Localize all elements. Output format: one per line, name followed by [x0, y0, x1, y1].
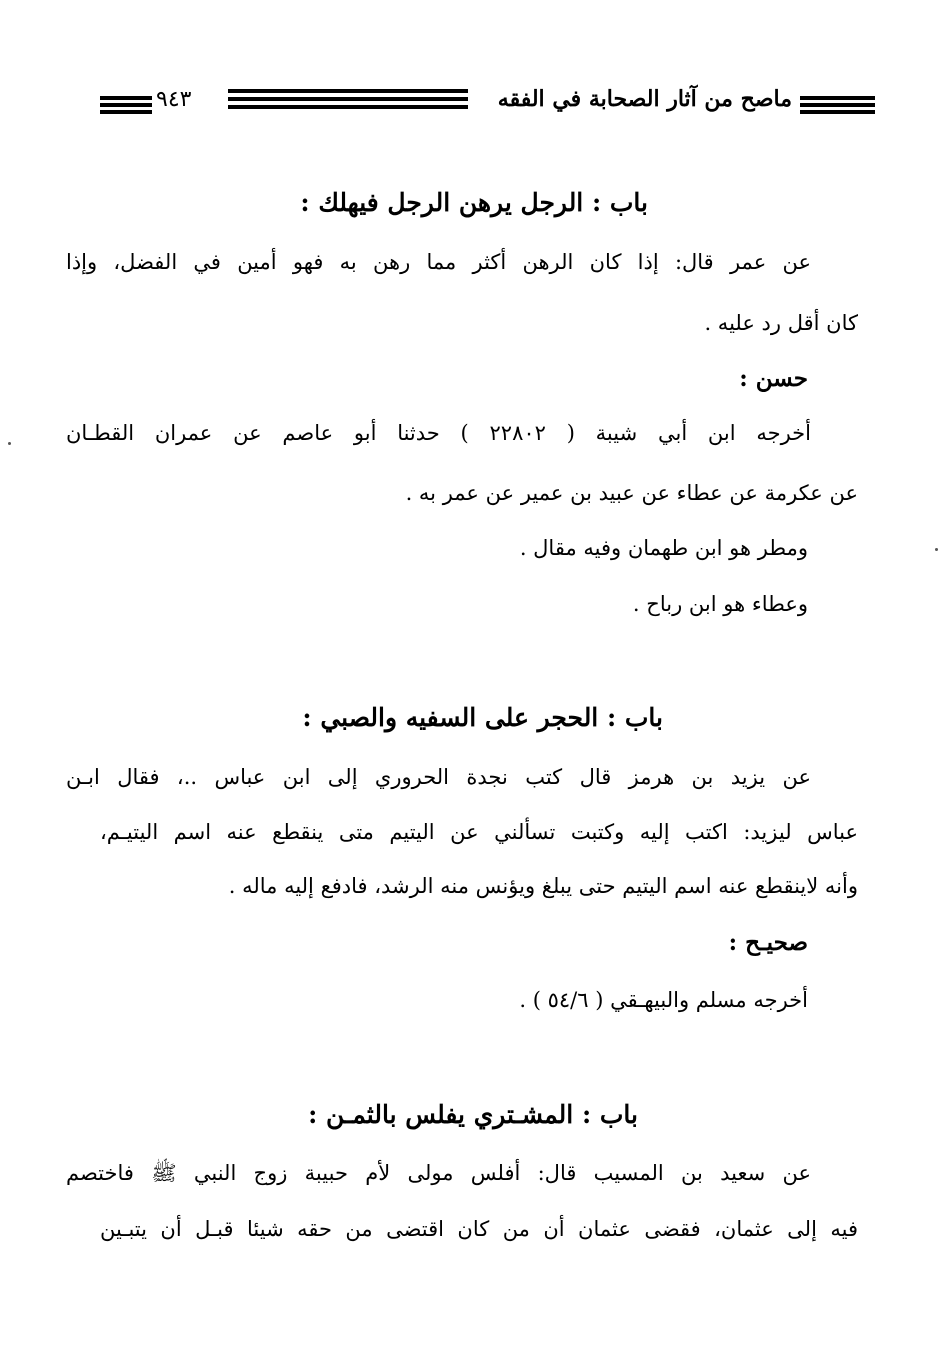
- text-line: كان أقل رد عليه .: [704, 311, 858, 335]
- header-rule-right: [800, 96, 875, 114]
- header-rule-middle: [228, 89, 468, 107]
- text-line: وعطاء هو ابن رباح .: [632, 592, 808, 616]
- text-line: عن عكرمة عن عطاء عن عبيد بن عمير عن عمر به .: [405, 481, 858, 505]
- text-line: فيه إلى عثمان، فقضى عثمان أن من كان اقتضى من حقه شيئا قبـل أن يتبـين: [100, 1217, 858, 1241]
- running-header: [100, 84, 875, 124]
- text-line: عباس ليزيد: اكتب إليه وكتبت تسألني عن اليتيم متى ينقطع عنه اسم اليتيـم،: [100, 820, 858, 844]
- header-rule-left: [100, 96, 152, 114]
- text-line: ومطر هو ابن طهمان وفيه مقال .: [519, 536, 808, 560]
- scan-speck: [935, 548, 938, 551]
- grade-label: صحيـح :: [728, 929, 808, 956]
- text-line: عن يزيد بن هرمز قال كتب نجدة الحروري إلى ابن عباس ..، فقال ابـن: [66, 765, 811, 789]
- grade-label: حسن :: [739, 365, 808, 392]
- text-line: أخرجه ابن أبي شيبة ( ٢٢٨٠٢ ) حدثنا أبو عاصم عن عمران القطـان: [66, 421, 812, 445]
- section-heading: باب : الرجل يرهن الرجل فيهلك :: [300, 188, 648, 217]
- text-line: عن سعيد بن المسيب قال: أفلس مولى لأم حبيبة زوج النبي ﷺ فاختصم: [66, 1161, 811, 1185]
- text-line: أخرجه مسلم والبيهـقي ( ٥٤/٦ ) .: [519, 988, 808, 1012]
- section-heading: باب : المشـتري يفلس بالثمـن :: [308, 1100, 638, 1129]
- section-heading: باب : الحجر على السفيه والصبي :: [302, 703, 663, 732]
- scan-speck: [8, 442, 11, 445]
- text-line: وأنه لاينقطع عنه اسم اليتيم حتى يبلغ ويؤنس منه الرشد، فادفع إليه ماله .: [228, 874, 858, 898]
- running-title: ماصح من آثار الصحابة في الفقه: [497, 86, 792, 112]
- page-number: ٩٤٣: [156, 87, 192, 112]
- text-line: عن عمر قال: إذا كان الرهن أكثر مما رهن به فهو أمين في الفضل، وإذا: [66, 250, 811, 274]
